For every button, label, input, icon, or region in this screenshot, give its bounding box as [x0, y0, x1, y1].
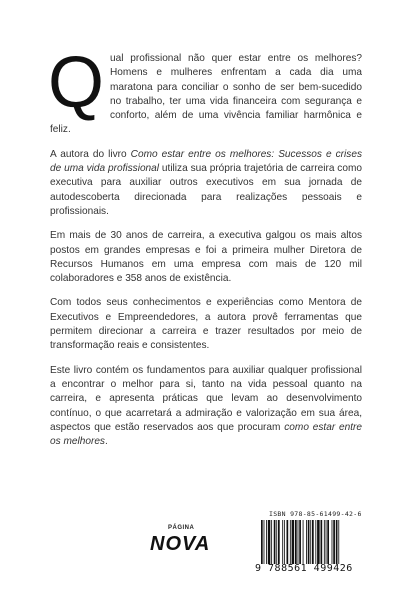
- paragraph-mentoring: Com todos seus conhecimentos e experiências como Mentora de Executivos e Empreendedores, a autora provê ferramentas que permitem direcionar a carreira e trazer resultados por meio de transformação reais e consistentes.: [50, 297, 362, 352]
- barcode-bar: [287, 520, 289, 564]
- barcode-bar: [292, 520, 295, 564]
- paragraph-career: Em mais de 30 anos de carreira, a executiva galgou os mais altos postos em grandes empresas e foi a primeira mulher Diretora de Recursos Humanos em uma empresa com mais de 120 mil colaboradores e 358 anos de existência.: [50, 230, 362, 285]
- paragraph-author-lead: A autora do livro: [50, 148, 131, 160]
- barcode-bar: [295, 520, 297, 564]
- barcode-bar: [332, 520, 333, 564]
- barcode: [255, 510, 367, 588]
- barcode-bar: [308, 520, 310, 564]
- paragraph-book-lead: Este livro contém os fundamentos para auxiliar qualquer profissional a encontrar o melhor para si, tanto na vida pessoal quanto na carreira, e apresenta práticas que levam ao desenvolvimento contínuo, o que acarretará a admiração e valorização em sua área, aspectos que estão reservados aos que procuram: [50, 364, 362, 433]
- book-title-phrase: como estar entre os melhores: [50, 421, 362, 448]
- drop-cap: Q: [48, 43, 105, 123]
- barcode-bar: [327, 520, 329, 564]
- barcode-bar: [326, 520, 327, 564]
- barcode-bar: [333, 520, 335, 564]
- ean-number: 9 788561 499426: [255, 563, 353, 574]
- barcode-bar: [303, 520, 304, 564]
- barcode-bar: [266, 520, 267, 564]
- barcode-bar: [268, 520, 271, 564]
- barcode-bar: [271, 520, 272, 564]
- barcode-bar: [284, 520, 285, 564]
- barcode-bar: [336, 520, 338, 564]
- barcode-bars: [261, 520, 365, 564]
- barcode-bar: [282, 520, 283, 564]
- barcode-bar: [310, 520, 311, 564]
- barcode-bar: [274, 520, 276, 564]
- barcode-bar: [338, 520, 339, 564]
- barcode-bar: [312, 520, 314, 564]
- barcode-bar: [298, 520, 299, 564]
- publisher-logo: [150, 525, 230, 561]
- barcode-bar: [264, 520, 265, 564]
- paragraph-author: [50, 148, 362, 219]
- paragraph-author-tail: utiliza sua própria trajetória de carreira como executiva para auxiliar outros executivos em sua jornada de autodescoberta direcionada para realizações pessoais e profissionais.: [50, 163, 362, 217]
- barcode-bar: [278, 520, 280, 564]
- barcode-bar: [290, 520, 291, 564]
- paragraph-intro-text: ual profissional não quer estar entre os melhores? Homens e mulheres enfrentam a cada dia uma maratona para conciliar o sonho de ser bem-sucedido no trabalho, ter uma vida financeira com segurança e conforto, além de uma vivência familiar harmônica e feliz.: [50, 53, 362, 136]
- publisher-logo-main: NOVA: [150, 533, 211, 555]
- book-title: Como estar entre os melhores: Sucessos e crises de uma vida profissional: [50, 148, 362, 175]
- synopsis: [48, 43, 362, 459]
- barcode-bar: [324, 520, 325, 564]
- paragraph-book: [50, 364, 362, 450]
- barcode-bar: [317, 520, 320, 564]
- barcode-bar: [299, 520, 301, 564]
- paragraph-intro: [48, 43, 362, 138]
- barcode-bar: [276, 520, 277, 564]
- barcode-bar: [306, 520, 307, 564]
- isbn-label: ISBN 978-85-61499-42-6: [269, 510, 362, 518]
- barcode-bar: [315, 520, 316, 564]
- barcode-bar: [321, 520, 323, 564]
- paragraph-book-tail: .: [104, 436, 108, 448]
- publisher-logo-top: PÁGINA: [168, 525, 195, 531]
- barcode-bar: [261, 520, 263, 564]
